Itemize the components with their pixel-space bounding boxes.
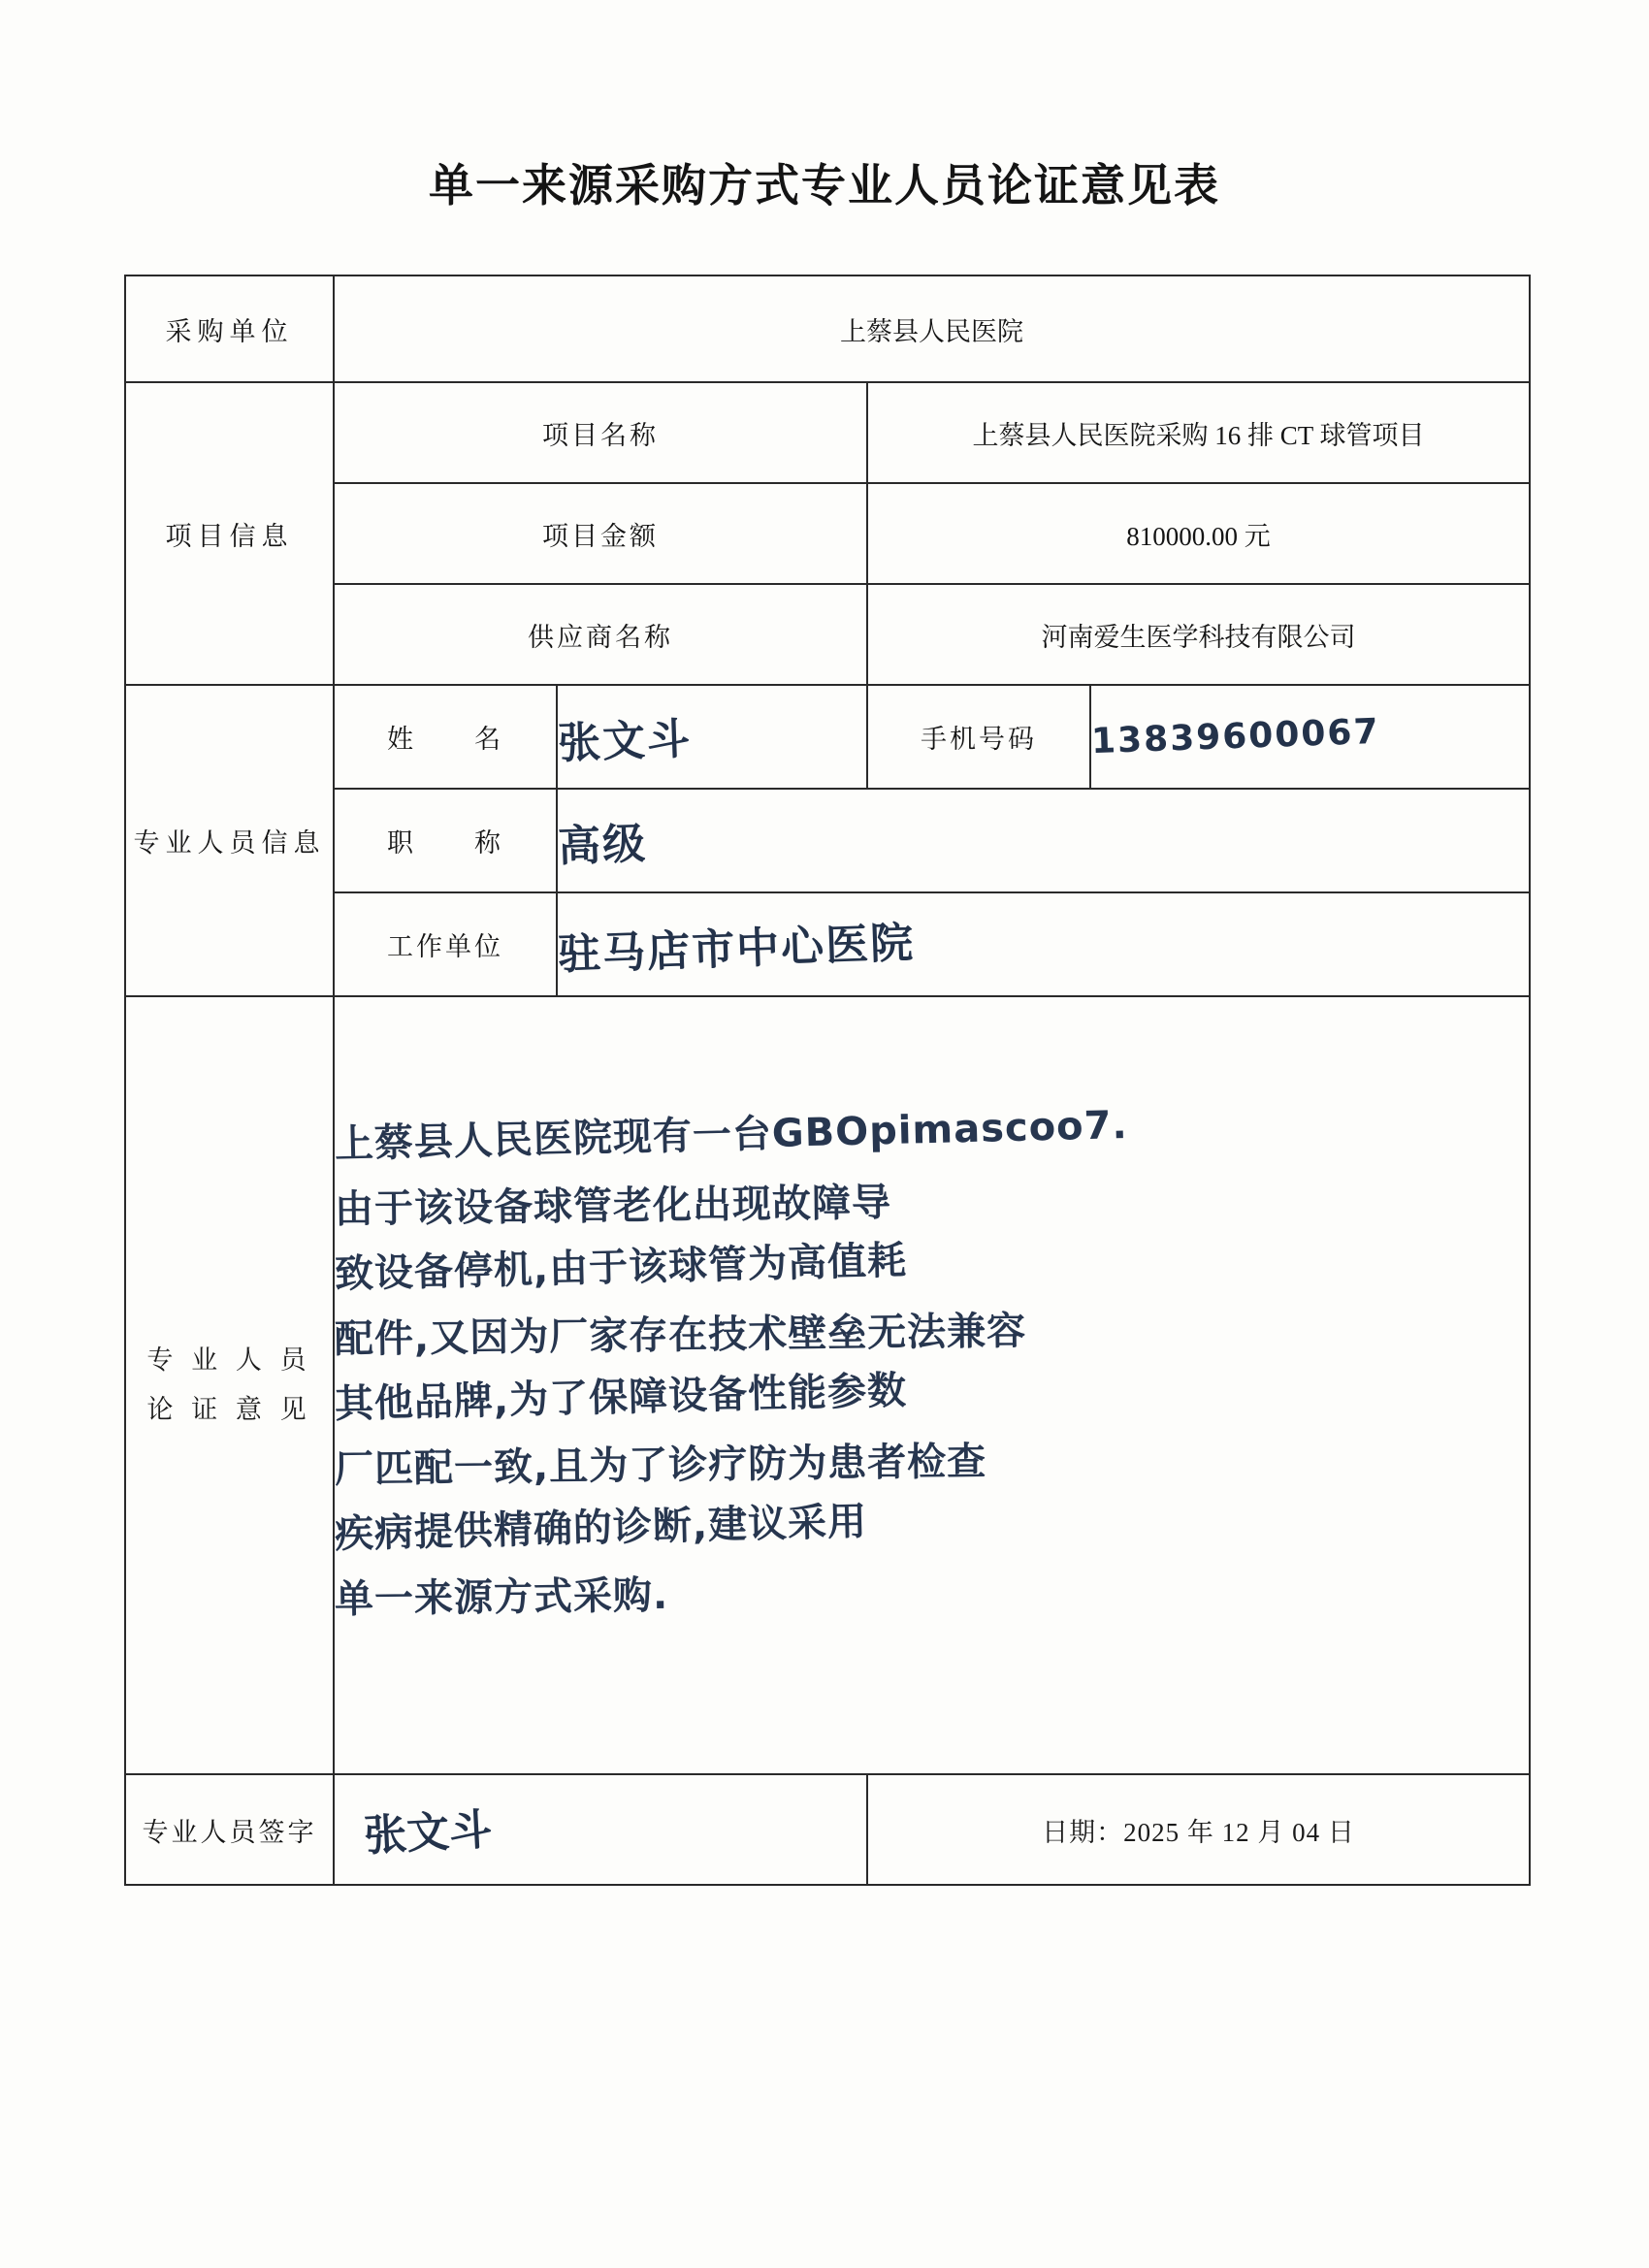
- expert-title-label: 职 称: [334, 789, 557, 892]
- opinion-line: 配件,又因为厂家存在技术壁垒无法兼容: [334, 1309, 1027, 1362]
- project-info-label: 项目信息: [125, 382, 334, 685]
- form-table-container: [124, 275, 1529, 1886]
- expert-unit-value: 驻马店市中心医院: [557, 918, 916, 980]
- expert-name-value: 张文斗: [557, 714, 694, 768]
- supplier-name-value: 河南爱生医学科技有限公司: [867, 584, 1530, 685]
- project-name-value: 上蔡县人民医院采购 16 排 CT 球管项目: [867, 382, 1530, 483]
- expert-phone-label: 手机号码: [867, 685, 1090, 789]
- expert-unit-label: 工作单位: [334, 892, 557, 996]
- signature-value-cell: [334, 1774, 867, 1885]
- expert-title-value: 高级: [557, 818, 649, 872]
- opinion-line: 单一来源方式采购.: [334, 1572, 669, 1622]
- project-name-label: 项目名称: [334, 382, 867, 483]
- expert-phone-value-cell: [1090, 685, 1530, 789]
- supplier-name-label: 供应商名称: [334, 584, 867, 685]
- opinion-line: 由于该设备球管老化出现故障导: [334, 1180, 892, 1232]
- project-amount-label: 项目金额: [334, 483, 867, 584]
- table-row: [125, 584, 1530, 685]
- expert-unit-value-cell: [557, 892, 1530, 996]
- expert-info-label: 专业人员信息: [125, 685, 334, 996]
- opinion-line: 厂匹配一致,且为了诊疗防为患者检查: [334, 1439, 987, 1492]
- opinion-label-line2: 论 证 意 见: [146, 1395, 312, 1424]
- expert-name-label: 姓 名: [334, 685, 557, 789]
- opinion-line: 上蔡县人民医院现有一台GBOpimascoo7.: [334, 1103, 1129, 1167]
- expert-title-value-cell: [557, 789, 1530, 892]
- purchaser-label: 采购单位: [125, 275, 334, 382]
- project-amount-value: 810000.00 元: [867, 483, 1530, 584]
- opinion-body: [334, 996, 1530, 1774]
- opinion-label-line1: 专 业 人 员: [146, 1345, 312, 1375]
- signature-value: 张文斗: [362, 1804, 494, 1862]
- table-row: [125, 483, 1530, 584]
- table-row: [125, 789, 1530, 892]
- table-row: [125, 382, 1530, 483]
- opinion-line: 致设备停机,由于该球管为高值耗: [334, 1238, 908, 1297]
- opinion-form-table: [124, 275, 1531, 1886]
- expert-phone-value: 13839600067: [1090, 711, 1381, 762]
- opinion-line: 疾病提供精确的诊断,建议采用: [334, 1499, 868, 1557]
- opinion-line: 其他品牌,为了保障设备性能参数: [334, 1368, 908, 1427]
- signature-date: 日期：2025 年 12 月 04 日: [867, 1774, 1530, 1885]
- table-row: [125, 275, 1530, 382]
- page-title: 单一来源采购方式专业人员论证意见表: [429, 161, 1220, 211]
- table-row: [125, 685, 1530, 789]
- opinion-label: [125, 996, 334, 1774]
- table-row: [125, 996, 1530, 1774]
- table-row: [125, 892, 1530, 996]
- table-row: [125, 1774, 1530, 1885]
- purchaser-value: 上蔡县人民医院: [334, 275, 1530, 382]
- expert-name-value-cell: [557, 685, 867, 789]
- signature-label: 专业人员签字: [125, 1774, 334, 1885]
